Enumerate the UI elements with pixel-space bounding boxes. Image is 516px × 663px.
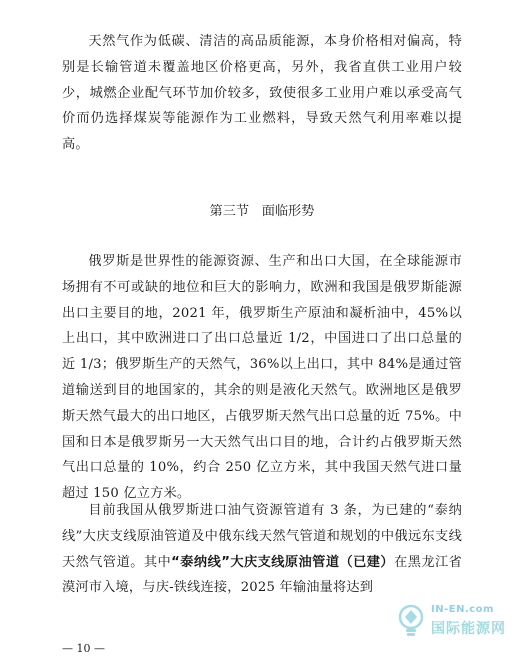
paragraph-pipelines: [62, 498, 462, 601]
watermark-url: IN-EN.com: [431, 604, 494, 615]
section-heading: [62, 199, 462, 225]
paragraph-gas-price: 天然气作为低碳、清洁的高品质能源，本身价格相对偏高，特别是长输管道未覆盖地区价格更高，另外，我省直供工业用户较少，城燃企业配气环节加价较多，致使很多工业用户难以承受高气价而仍选择煤炭等能源作为工业燃料，导致天然气利用率难以提高。: [62, 34, 462, 153]
page-number: — 10 —: [62, 642, 105, 655]
lightbulb-logo-icon: [393, 602, 429, 638]
pipelines-text-2: 在黑龙江省漠河市入境，与庆-铁线连接，2025 年输油量将达到: [62, 554, 463, 596]
section-number: 第三节: [209, 204, 250, 219]
pipelines-text-1: 目前我国从俄罗斯进口油气资源管道有 3 条，为已建的“泰纳线”大庆支线原油管道及中俄东线天然气管道和规划的中俄远东支线天然气管道。其中: [62, 503, 462, 570]
section-title: 面临形势: [261, 204, 315, 219]
watermark: [393, 596, 511, 658]
pipelines-bold-text: “泰纳线”大庆支线原油管道（已建）: [171, 554, 395, 570]
watermark-name: 国际能源网: [431, 621, 506, 637]
paragraph-russia-energy: 俄罗斯是世界性的能源资源、生产和出口大国，在全球能源市场拥有不可或缺的地位和巨大的影响力，欧洲和我国是俄罗斯能源出口主要目的地，2021 年，俄罗斯生产原油和凝析油中，45%以上出口，其中欧洲进口了出口总量近 1/2，中国进口了出口总量的近 1/3；俄罗斯生产的天然气，36%以上出口，其中 84%是通过管道输送到目的地国家的，其余的则是液化天然气。欧洲地区是俄罗斯天然气最大的出口地区，占俄罗斯天然气出口总量的近 75%。中国和日本是俄罗斯另一大天然气出口目的地，合计约占俄罗斯天然气出口总量的 10%，约合 250 亿立方米，其中我国天然气进口量超过 150 亿立方米。: [62, 254, 462, 502]
